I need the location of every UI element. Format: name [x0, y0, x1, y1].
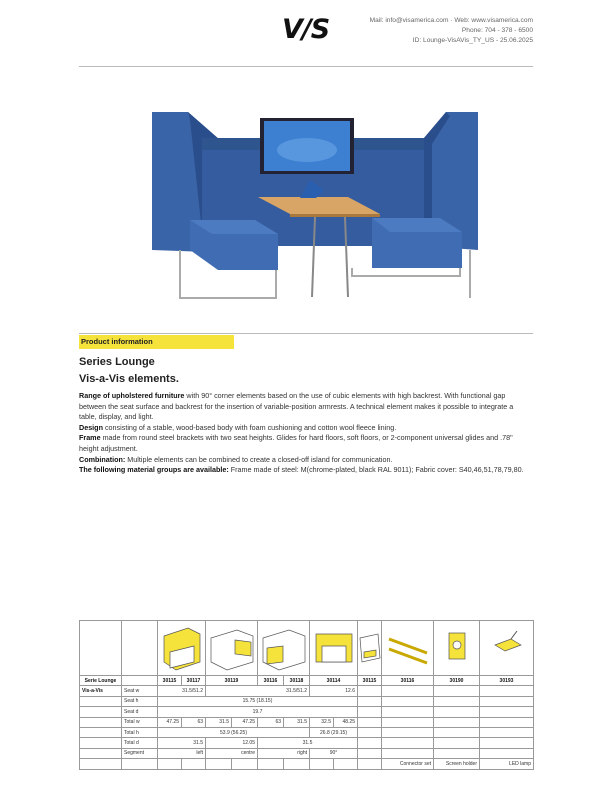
- section-divider: [79, 333, 533, 334]
- table-cell: [182, 759, 206, 769]
- total-height-row: [80, 727, 534, 737]
- table-cell: [358, 738, 382, 748]
- product-photo: [140, 100, 490, 310]
- table-cell: [358, 696, 382, 706]
- table-cell: [80, 748, 122, 758]
- table-cell: 47.25: [158, 717, 182, 727]
- table-cell: centre: [206, 748, 258, 758]
- series-sub-label: Vis-a-Vis: [80, 686, 122, 696]
- seat-depth-row: [80, 707, 534, 717]
- table-cell: [358, 717, 382, 727]
- vis-logo: V/S: [282, 14, 330, 45]
- table-cell: 31.5/51.2: [158, 686, 206, 696]
- table-cell: Seat w: [122, 686, 158, 696]
- element-images-row: [80, 621, 534, 676]
- table-cell: 90°: [310, 748, 358, 758]
- table-cell: [206, 759, 232, 769]
- table-cell: Seat d: [122, 707, 158, 717]
- table-cell: [122, 621, 158, 676]
- table-cell: Total w: [122, 717, 158, 727]
- product-info-badge: Product information: [79, 335, 234, 349]
- table-cell: [434, 727, 480, 737]
- table-cell: [334, 759, 358, 769]
- table-cell: right: [258, 748, 310, 758]
- table-cell: [232, 759, 258, 769]
- led-lamp-label: LED lamp: [480, 759, 534, 769]
- table-cell: [80, 738, 122, 748]
- table-cell: [382, 707, 434, 717]
- code-cell: 30116: [258, 676, 284, 686]
- table-cell: [382, 686, 434, 696]
- product-description: [79, 391, 531, 476]
- right-element-icon: [258, 621, 310, 676]
- table-cell: [358, 707, 382, 717]
- corner-element-icon: [158, 621, 206, 676]
- table-cell: [358, 686, 382, 696]
- contact-info: [370, 16, 533, 46]
- table-cell: [80, 707, 122, 717]
- screen-holder-icon: [434, 621, 480, 676]
- table-cell: [480, 717, 534, 727]
- table-cell: 31.5/51.2: [206, 686, 310, 696]
- header-divider: [79, 66, 533, 67]
- table-cell: 47.25: [232, 717, 258, 727]
- code-cell: 30190: [434, 676, 480, 686]
- accessory-labels-row: [80, 759, 534, 769]
- table-cell: [480, 738, 534, 748]
- table-cell: [434, 686, 480, 696]
- table-cell: [480, 727, 534, 737]
- code-cell: 30193: [480, 676, 534, 686]
- table-cell: [382, 696, 434, 706]
- table-cell: [434, 738, 480, 748]
- table-cell: 48.25: [334, 717, 358, 727]
- table-cell: [284, 759, 310, 769]
- document-id: ID: Lounge-VisAVis_TY_US - 25.06.2025: [412, 37, 533, 44]
- table-cell: [80, 759, 122, 769]
- table-cell: 31.5: [284, 717, 310, 727]
- table-cell: [434, 717, 480, 727]
- table-cell: [80, 717, 122, 727]
- segment-row: [80, 748, 534, 758]
- table-cell: left: [158, 748, 206, 758]
- table-cell: [382, 727, 434, 737]
- product-title: [79, 354, 179, 388]
- table-cell: [258, 759, 284, 769]
- led-lamp-icon: [480, 621, 534, 676]
- elements-title: Vis-a-Vis elements.: [79, 373, 179, 385]
- code-cell: 30115: [358, 676, 382, 686]
- back-element-icon: [310, 621, 358, 676]
- dimensions-table: [79, 620, 533, 767]
- code-cell: 30118: [284, 676, 310, 686]
- table-cell: [480, 707, 534, 717]
- technical-element-icon: [358, 621, 382, 676]
- table-cell: 19.7: [158, 707, 358, 717]
- table-cell: [382, 717, 434, 727]
- connector-set-icon: [382, 621, 434, 676]
- table-cell: 53.9 (56.25): [158, 727, 310, 737]
- table-cell: [80, 727, 122, 737]
- table-cell: 12.05: [206, 738, 258, 748]
- desc-range: Range of upholstered furniture with 90° corner elements based on the use of cubic elements with high backrest. With functional gap between the seat surface and backrest for the insertion of variable-position armrests. A technical element makes it possible to integrate a table, display, and light.: [79, 391, 514, 422]
- table-cell: 31.5: [206, 717, 232, 727]
- total-depth-row: [80, 738, 534, 748]
- table-cell: Total d: [122, 738, 158, 748]
- series-label: Serie Lounge: [80, 676, 122, 686]
- left-element-icon: [206, 621, 258, 676]
- table-cell: [80, 621, 122, 676]
- total-width-row: [80, 717, 534, 727]
- table-cell: 15.75 (18.15): [158, 696, 358, 706]
- code-cell: 30117: [182, 676, 206, 686]
- table-cell: [358, 748, 382, 758]
- table-cell: [310, 759, 334, 769]
- seat-width-row: [80, 686, 534, 696]
- code-cell: 30119: [206, 676, 258, 686]
- table-cell: Seat h: [122, 696, 158, 706]
- desc-combination: Combination: Multiple elements can be combined to create a closed-off island for communication.: [79, 454, 393, 464]
- table-cell: Segment: [122, 748, 158, 758]
- contact-phone: Phone: 704 - 378 - 6500: [461, 27, 533, 34]
- table-cell: [358, 727, 382, 737]
- desc-materials: The following material groups are available: Frame made of steel: M(chrome-plated, black RAL 9011); Fabric cover: S40,46,51,78,79,80.: [79, 465, 524, 475]
- table-cell: [358, 759, 382, 769]
- article-codes-row: [80, 676, 534, 686]
- table-cell: 26.8 (29.15): [310, 727, 358, 737]
- seat-height-row: [80, 696, 534, 706]
- connector-set-label: Connector set: [382, 759, 434, 769]
- table-cell: [382, 748, 434, 758]
- code-cell: 30116: [382, 676, 434, 686]
- table-cell: [434, 696, 480, 706]
- table-cell: Total h: [122, 727, 158, 737]
- code-cell: 30115: [158, 676, 182, 686]
- table-cell: [382, 738, 434, 748]
- screen-holder-label: Screen holder: [434, 759, 480, 769]
- desc-frame: Frame made from round steel brackets with two seat heights. Glides for hard floors, soft floors, or 2-component universal glides and .78" height adjustment.: [79, 433, 513, 453]
- series-title: Series Lounge: [79, 356, 155, 368]
- table-cell: [122, 759, 158, 769]
- table-cell: [434, 707, 480, 717]
- table-cell: 63: [182, 717, 206, 727]
- table-cell: [158, 759, 182, 769]
- table-cell: [80, 696, 122, 706]
- table-cell: 31.5: [158, 738, 206, 748]
- table-cell: [480, 696, 534, 706]
- table-cell: [122, 676, 158, 686]
- table-cell: 12.6: [310, 686, 358, 696]
- code-cell: 30114: [310, 676, 358, 686]
- table-cell: 63: [258, 717, 284, 727]
- table-cell: 32.5: [310, 717, 334, 727]
- table-cell: [480, 748, 534, 758]
- table-cell: [480, 686, 534, 696]
- contact-mail-web: Mail: info@visamerica.com · Web: www.visamerica.com: [369, 17, 533, 24]
- table-cell: 31.5: [258, 738, 358, 748]
- table-cell: [434, 748, 480, 758]
- desc-design: Design consisting of a stable, wood-based body with foam cushioning and cotton wool fleece lining.: [79, 422, 397, 432]
